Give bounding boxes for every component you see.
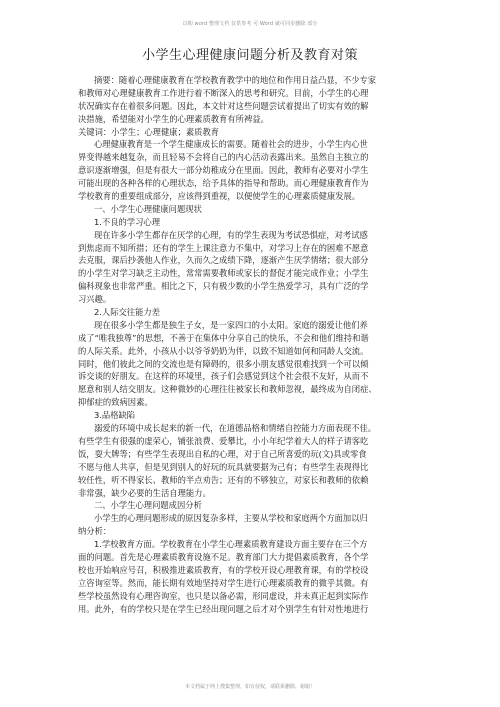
- text-line: 一、小学生心理健康问题现状: [94, 203, 202, 214]
- text-line: 立咨询室等。然而，能长期有效地坚持对学生进行心理素质教育的微乎其微。有: [78, 577, 369, 588]
- text-line: 抑郁症的致病因素。: [78, 397, 153, 408]
- text-line: 1.不良的学习心理: [94, 216, 160, 227]
- text-line: 和教师对心理健康教育工作进行着不断深入的思考和研究。目前，小学生的心理: [78, 87, 369, 98]
- document-body: [78, 74, 426, 615]
- text-line: 关键词：小学生；心理健康；素质教育: [78, 126, 220, 137]
- text-line: 饭，耍大牌等；有些学生表现出自私的心理，对于自己所喜爱的玩(文)具或零食: [78, 448, 367, 459]
- text-line: 愿意和别人结交朋友。这种微妙的心理往往被家长和教师忽视，最终成为自闭症、: [78, 384, 377, 395]
- page-title: 小学生心理健康问题分析及教育对策: [141, 48, 358, 63]
- text-line: 面的问题。首先是心理素质教育设施不足。教育部门大力提倡素质教育，各个学: [78, 551, 369, 562]
- footer-note: 本文档属于网上搜集整理，如有侵权，请联系删除，谢谢！: [184, 684, 315, 690]
- text-line: 学校教育的重要组成部分，应该得到重视，以便使学生的心理素质健康发展。: [78, 191, 361, 202]
- text-line: 1.学校教育方面。学校教育在小学生心理素质教育建设方面主要存在三个方: [94, 539, 368, 550]
- text-line: 2.人际交往能力差: [94, 307, 160, 318]
- text-line: 诉交谈的好朋友。在这样的环境里，孩子们会感觉到这个社会很不友好，从而不: [78, 371, 369, 382]
- text-line: 去克服，课后抄袭他人作业，久而久之成绩下降，逐渐产生厌学情绪；很大部分: [78, 255, 369, 266]
- text-line: 摘要：随着心理健康教育在学校教育教学中的地位和作用日益凸显，不少专家: [94, 75, 377, 85]
- text-line: 状况确实存在着很多问题。因此，本文针对这些问题尝试着提出了切实有效的解: [78, 100, 369, 111]
- text-line: 二、小学生心理问题成因分析: [94, 500, 202, 511]
- text-line: 有些学生有很强的虚荣心，铺张浪费、爱攀比，小小年纪学着大人的样子请客吃: [78, 435, 369, 446]
- text-line: 较任性，听不得家长、教师的半点劝告；还有的不够独立，对家长和教师的依赖: [78, 474, 369, 485]
- text-line: 溺爱的环境中成长起来的新一代，在道德品格和情绪自控能力方面表现不佳。: [94, 423, 377, 434]
- text-line: 偏科现象也非常严重。相比之下，只有极少数的小学生热爱学习，具有广泛的学: [78, 281, 369, 292]
- text-line: 成了“唯我独尊”的思想，不善于在集体中分享自己的快乐，不会和他们维持和谐: [78, 332, 369, 343]
- text-line: 界变得越来越复杂，而且轻易不会将自己的内心活动表露出来。虽然自主独立的: [78, 152, 369, 163]
- text-line: 非常强，缺少必要的生活自理能力。: [78, 487, 211, 498]
- text-line: 小学生的心理问题形成的原因复杂多样，主要从学校和家庭两个方面加以归: [94, 513, 368, 524]
- text-line: 现在很多小学生都是独生子女，是一家四口的小太阳。家庭的溺爱让他们养: [94, 319, 368, 330]
- text-line: 同时，他们彼此之间的交流也是有障碍的，很多小朋友感觉很难找到一个可以倾: [78, 358, 369, 369]
- text-line: 纳分析：: [78, 526, 112, 537]
- text-line: 用。此外，有的学校只是在学生已经出现问题之后才对个别学生有针对性地进行: [78, 603, 369, 614]
- text-line: 到焦虑而不知所措；还有的学生上课注意力不集中，对学习上存在的困难不愿意: [78, 242, 369, 253]
- text-line: 的小学生对学习缺乏主动性，常常需要教师或家长的督促才能完成作业；小学生: [78, 268, 369, 279]
- text-line: 些学校虽然设有心理咨询室，也只是以备必需，形同虚设，并未真正起到实际作: [78, 590, 369, 601]
- text-line: 心理健康教育是一个学生健康成长的需要。随着社会的进步，小学生内心世: [94, 139, 368, 150]
- text-line: 意识逐渐增强，但是有很大一部分幼稚成分在里面。因此，教师有必要对小学生: [78, 165, 369, 176]
- text-line: 的人际关系。此外，小孩从小以爷爷奶奶为伴，以致不知道如何和同龄人交流。: [78, 345, 369, 356]
- text-line: 决措施，希望能对小学生的心理素质教育有所裨益。: [78, 113, 269, 124]
- text-line: 校也开始响应号召，积极推进素质教育，有的学校开设心理教育课，有的学校设: [78, 564, 369, 575]
- text-line: 现在许多小学生都存在厌学的心理，有的学生表现为考试恐惧症，对考试感: [94, 229, 368, 240]
- text-line: 不愿与他人共享，但是见到别人的好玩的玩具就要据为己有；有些学生表现得比: [78, 461, 369, 472]
- text-line: 习兴趣。: [78, 294, 112, 305]
- header-note: 以购 word 整理文档 仅供参考 可 Word 就可同步删除 部分: [182, 21, 318, 27]
- text-line: 3.品格缺陷: [94, 410, 136, 421]
- text-line: 可能出现的各种各样的心理状态，给予具体的指导和帮助。而心理健康教育作为: [78, 178, 369, 189]
